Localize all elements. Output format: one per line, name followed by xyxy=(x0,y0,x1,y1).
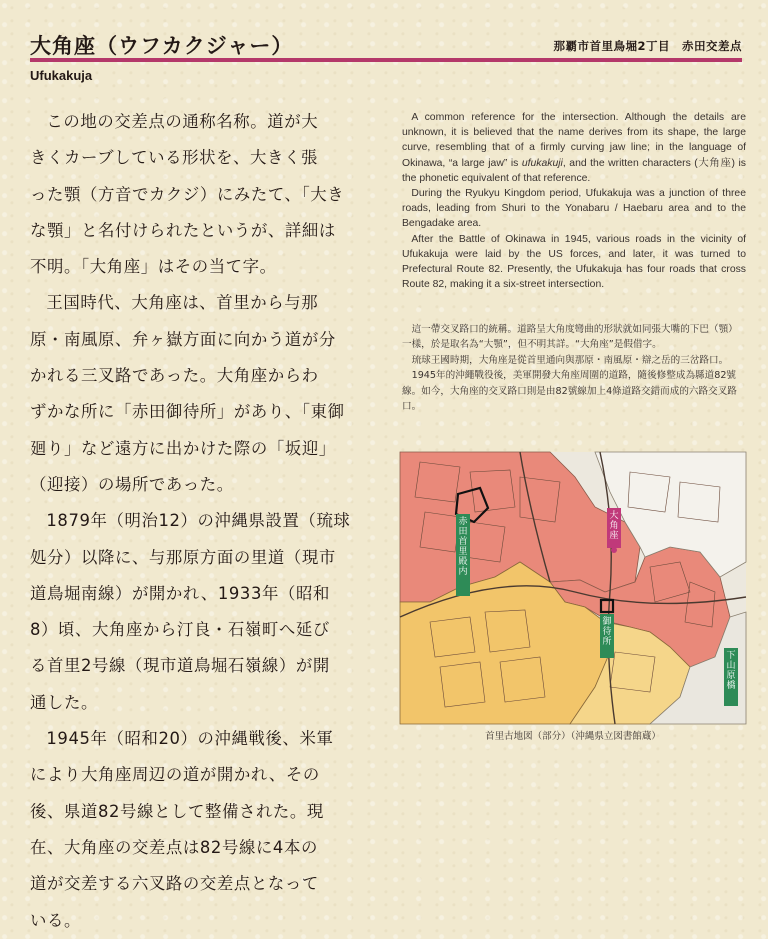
map-label-text: 赤田首里殿内 xyxy=(458,517,468,577)
text-line: この地の交差点の通称名称。道が大 xyxy=(46,112,319,131)
emphasis-term: ufukakuji xyxy=(521,157,563,169)
chinese-text xyxy=(402,322,746,414)
text-line: な顎」と名付けられたというが、詳細は xyxy=(30,220,336,240)
map-label-text: 下山原橋 xyxy=(726,651,736,691)
text-line: 廻り」など遠方に出かけた際の「坂迎」 xyxy=(30,438,336,458)
historic-map xyxy=(400,452,746,724)
text-line: 不明。「大角座」はその当て字。 xyxy=(30,257,277,277)
map-label-ufukakuja xyxy=(607,508,621,548)
text-line: 1879年（明治12）の沖縄県設置（琉球 xyxy=(46,511,351,531)
page-title: 大角座（ウフカクジャー） xyxy=(30,34,294,58)
chinese-paragraph: 這一帶交叉路口的統稱。道路呈大角度彎曲的形狀就如同張大嘴的下巴（顎）一樣，於是取名為“大顎”，但不明其詳。“大角座”是假借字。 xyxy=(402,324,738,351)
text-line: 道が交差する六叉路の交差点となって xyxy=(30,874,319,894)
map-label-akata xyxy=(456,514,470,596)
english-paragraph xyxy=(402,110,746,186)
english-paragraph: During the Ryukyu Kingdom period, Ufukakuja was a junction of three roads, leading from Shuri to the Yonabaru / Haebaru area and to the Bengadake area. xyxy=(402,188,746,230)
english-paragraph: After the Battle of Okinawa in 1945, various roads in the vicinity of Ufukakuja were laid by the US forces, and later, it was turned to Prefectural Route 82. Presently, the Ufukakuja has four roads that cross Route 82, making it a six-street intersection. xyxy=(402,233,746,291)
japanese-paragraph xyxy=(30,503,376,721)
map-label-shimoyama xyxy=(724,648,738,706)
english-text xyxy=(402,110,746,292)
text-line: 王国時代、大角座は、首里から与那 xyxy=(46,293,319,313)
japanese-paragraph xyxy=(30,285,376,503)
text-line: きくカーブしている形状を、大きく張 xyxy=(30,148,319,168)
text-line: 通した。 xyxy=(30,692,98,712)
text-line: った顎（方音でカクジ）にみたて、「大き xyxy=(30,184,345,204)
text-line: 原・南風原、弁ヶ嶽方面に向かう道が分 xyxy=(30,329,336,349)
text-line: いる。 xyxy=(30,910,81,930)
page-subtitle: Ufukakuja xyxy=(30,68,93,83)
japanese-paragraph xyxy=(30,104,376,285)
map-drawing xyxy=(400,452,746,724)
map-label-text: 大角座 xyxy=(609,511,619,541)
text-line: 1945年（昭和20）の沖縄戦後、米軍 xyxy=(46,729,334,749)
text-line: （迎接）の場所であった。 xyxy=(30,474,234,494)
title-divider xyxy=(30,58,742,62)
japanese-text xyxy=(30,104,376,939)
text-line: る首里2号線（現市道鳥堀石嶺線）が開 xyxy=(30,656,330,676)
text-line: により大角座周辺の道が開かれ、その xyxy=(30,765,320,785)
text-line: 処分）以降に、与那原方面の里道（現市 xyxy=(30,547,336,567)
text-line: かれる三叉路であった。大角座からわ xyxy=(30,366,319,386)
text-line: 後、県道82号線として整備された。現 xyxy=(30,801,324,821)
map-label-omachi xyxy=(600,614,614,658)
text-line: 8）頃、大角座から汀良・石嶺町へ延び xyxy=(30,620,330,640)
chinese-paragraph: 琉球王國時期，大角座是從首里通向與那原・南風原・辯之岳的三岔路口。 xyxy=(411,354,729,366)
text-line: ずかな所に「赤田御待所」があり、「東御 xyxy=(30,402,345,422)
chinese-paragraph: 1945年的沖繩戰役後，美軍開發大角座周圍的道路，隨後修整成為縣道82號線。如今，大角座的交叉路口則是由82號線加上4條道路交錯而成的六路交叉路口。 xyxy=(402,370,737,413)
text-span: , and the written characters (大角座) is the phonetic equivalent of that reference. xyxy=(402,157,746,184)
map-label-text: 御待所 xyxy=(602,617,612,647)
map-caption: 首里古地図（部分）（沖縄県立図書館蔵） xyxy=(485,731,661,742)
text-span: A common reference for the intersection. Although the details are unknown, it is believed that the name derives from its shape, the large curve, resembling that of a firmly curving jaw line; in the language of Okinawa, “a large jaw” is xyxy=(402,112,746,169)
text-line: 道鳥堀南線）が開かれ、1933年（昭和 xyxy=(30,583,330,603)
location-label: 那覇市首里鳥堀2丁目 赤田交差点 xyxy=(553,39,742,53)
text-line: 在、大角座の交差点は82号線に4本の xyxy=(30,837,318,857)
japanese-paragraph xyxy=(30,721,376,939)
